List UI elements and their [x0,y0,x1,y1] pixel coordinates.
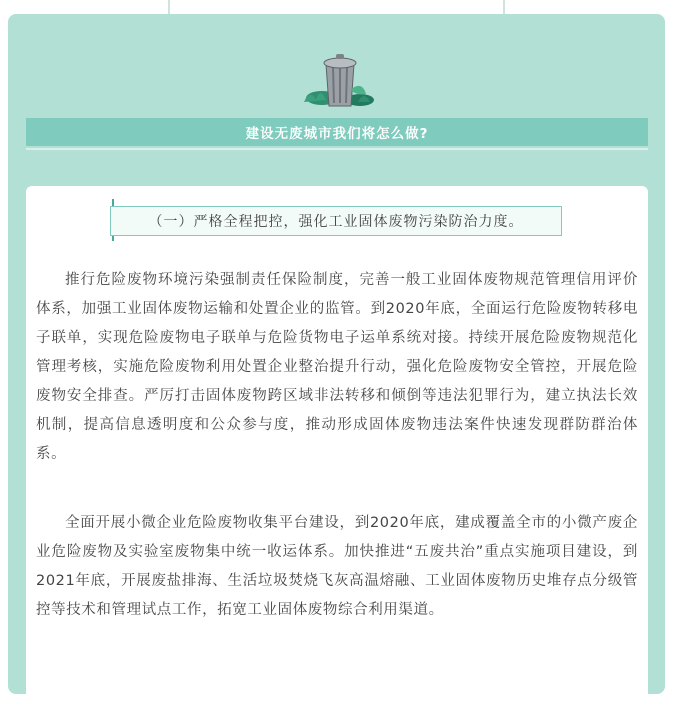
top-strip [0,0,675,14]
section-heading: 建设无废城市我们将怎么做? [26,118,648,146]
trash-can-icon [300,50,380,112]
divider [168,0,170,14]
article-card [26,186,648,706]
subsection-title: （一）严格全程把控，强化工业固体废物污染防治力度。 [110,206,562,236]
divider [503,0,505,14]
paragraph: 推行危险废物环境污染强制责任保险制度，完善一般工业固体废物规范管理信用评价体系，加强工业固体废物运输和处置企业的监管。到2020年底，全面运行危险废物转移电子联单，实现危险废物电子联单与危险货物电子运单系统对接。持续开展危险废物规范化管理考核，实施危险废物利用处置企业整治提升行动，强化危险废物安全管控，开展危险废物安全排查。严厉打击固体废物跨区域非法转移和倾倒等违法犯罪行为，建立执法长效机制，提高信息透明度和公众参与度，推动形成固体废物违法案件快速发现群防群治体系。 [36,272,638,462]
heading-underline [26,148,648,150]
paragraph: 全面开展小微企业危险废物收集平台建设，到2020年底，建成覆盖全市的小微产废企业危险废物及实验室废物集中统一收运体系。加快推进“五废共治”重点实施项目建设，到2021年底，开展废盐排海、生活垃圾焚烧飞灰高温熔融、工业固体废物历史堆存点分级管控等技术和管理试点工作，拓宽工业固体废物综合利用渠道。 [36,515,638,618]
